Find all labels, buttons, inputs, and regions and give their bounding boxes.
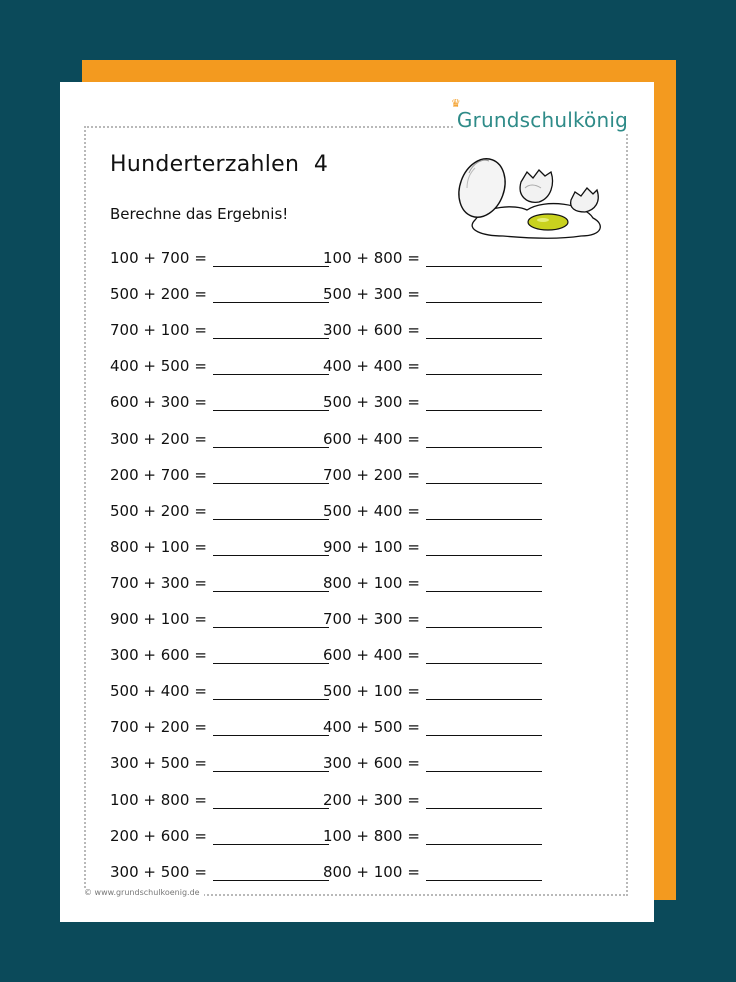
equals-sign: = bbox=[407, 321, 420, 339]
answer-blank[interactable] bbox=[213, 721, 329, 736]
exercise-right bbox=[323, 754, 542, 772]
brand-name: Grundschulkönig bbox=[456, 108, 628, 132]
exercise-left bbox=[110, 466, 329, 484]
equals-sign: = bbox=[194, 791, 207, 809]
equals-sign: = bbox=[407, 610, 420, 628]
answer-blank[interactable] bbox=[213, 252, 329, 267]
exercise-left bbox=[110, 682, 329, 700]
answer-blank[interactable] bbox=[426, 288, 542, 303]
brand-logo bbox=[450, 97, 632, 132]
exercise-right bbox=[323, 430, 542, 448]
exercise-right bbox=[323, 718, 542, 736]
answer-blank[interactable] bbox=[213, 685, 329, 700]
equals-sign: = bbox=[407, 502, 420, 520]
answer-blank[interactable] bbox=[426, 649, 542, 664]
addition-task: 300 + 200 bbox=[110, 430, 190, 448]
exercise-right bbox=[323, 610, 542, 628]
exercise-row bbox=[110, 538, 550, 558]
exercise-left bbox=[110, 827, 329, 845]
answer-blank[interactable] bbox=[213, 433, 329, 448]
addition-task: 400 + 400 bbox=[323, 357, 403, 375]
answer-blank[interactable] bbox=[213, 649, 329, 664]
equals-sign: = bbox=[407, 863, 420, 881]
exercise-left bbox=[110, 791, 329, 809]
exercise-right bbox=[323, 285, 542, 303]
equals-sign: = bbox=[194, 754, 207, 772]
answer-blank[interactable] bbox=[213, 866, 329, 881]
exercise-row bbox=[110, 718, 550, 738]
exercise-row bbox=[110, 827, 550, 847]
exercise-right bbox=[323, 321, 542, 339]
exercise-left bbox=[110, 285, 329, 303]
equals-sign: = bbox=[194, 682, 207, 700]
addition-task: 500 + 200 bbox=[110, 285, 190, 303]
exercise-row bbox=[110, 574, 550, 594]
answer-blank[interactable] bbox=[213, 469, 329, 484]
answer-blank[interactable] bbox=[213, 757, 329, 772]
exercise-right bbox=[323, 538, 542, 556]
addition-task: 100 + 800 bbox=[323, 827, 403, 845]
equals-sign: = bbox=[407, 791, 420, 809]
exercise-left bbox=[110, 249, 329, 267]
answer-blank[interactable] bbox=[426, 433, 542, 448]
exercise-left bbox=[110, 863, 329, 881]
answer-blank[interactable] bbox=[426, 541, 542, 556]
addition-task: 500 + 200 bbox=[110, 502, 190, 520]
exercise-row bbox=[110, 466, 550, 486]
equals-sign: = bbox=[407, 718, 420, 736]
equals-sign: = bbox=[407, 682, 420, 700]
exercise-right bbox=[323, 393, 542, 411]
exercise-left bbox=[110, 754, 329, 772]
addition-task: 300 + 600 bbox=[323, 754, 403, 772]
exercise-right bbox=[323, 574, 542, 592]
addition-task: 100 + 800 bbox=[110, 791, 190, 809]
exercise-left bbox=[110, 538, 329, 556]
equals-sign: = bbox=[194, 393, 207, 411]
answer-blank[interactable] bbox=[213, 794, 329, 809]
answer-blank[interactable] bbox=[213, 577, 329, 592]
answer-blank[interactable] bbox=[213, 288, 329, 303]
answer-blank[interactable] bbox=[426, 252, 542, 267]
addition-task: 300 + 500 bbox=[110, 863, 190, 881]
exercise-right bbox=[323, 827, 542, 845]
exercise-right bbox=[323, 466, 542, 484]
addition-task: 600 + 400 bbox=[323, 646, 403, 664]
cracked-egg-icon bbox=[455, 148, 615, 240]
equals-sign: = bbox=[194, 646, 207, 664]
equals-sign: = bbox=[194, 718, 207, 736]
exercise-row bbox=[110, 321, 550, 341]
exercise-left bbox=[110, 718, 329, 736]
exercise-row bbox=[110, 502, 550, 522]
equals-sign: = bbox=[194, 466, 207, 484]
equals-sign: = bbox=[407, 574, 420, 592]
addition-task: 300 + 500 bbox=[110, 754, 190, 772]
addition-task: 700 + 300 bbox=[323, 610, 403, 628]
equals-sign: = bbox=[194, 321, 207, 339]
exercise-left bbox=[110, 430, 329, 448]
equals-sign: = bbox=[407, 827, 420, 845]
equals-sign: = bbox=[194, 285, 207, 303]
answer-blank[interactable] bbox=[426, 324, 542, 339]
addition-task: 700 + 100 bbox=[110, 321, 190, 339]
instruction-text: Berechne das Ergebnis! bbox=[110, 205, 289, 223]
exercise-row bbox=[110, 249, 550, 269]
exercise-right bbox=[323, 502, 542, 520]
addition-task: 900 + 100 bbox=[110, 610, 190, 628]
answer-blank[interactable] bbox=[426, 866, 542, 881]
answer-blank[interactable] bbox=[213, 613, 329, 628]
equals-sign: = bbox=[194, 827, 207, 845]
answer-blank[interactable] bbox=[213, 324, 329, 339]
addition-task: 600 + 300 bbox=[110, 393, 190, 411]
exercise-row bbox=[110, 863, 550, 883]
equals-sign: = bbox=[194, 538, 207, 556]
addition-task: 400 + 500 bbox=[110, 357, 190, 375]
exercise-row bbox=[110, 610, 550, 630]
exercise-left bbox=[110, 610, 329, 628]
addition-task: 900 + 100 bbox=[323, 538, 403, 556]
exercise-row bbox=[110, 791, 550, 811]
exercise-right bbox=[323, 682, 542, 700]
addition-task: 300 + 600 bbox=[323, 321, 403, 339]
exercise-row bbox=[110, 754, 550, 774]
answer-blank[interactable] bbox=[213, 360, 329, 375]
addition-task: 500 + 400 bbox=[323, 502, 403, 520]
addition-task: 200 + 600 bbox=[110, 827, 190, 845]
addition-task: 100 + 700 bbox=[110, 249, 190, 267]
equals-sign: = bbox=[194, 574, 207, 592]
answer-blank[interactable] bbox=[426, 396, 542, 411]
addition-task: 800 + 100 bbox=[110, 538, 190, 556]
exercise-right bbox=[323, 791, 542, 809]
addition-task: 200 + 700 bbox=[110, 466, 190, 484]
exercise-right bbox=[323, 863, 542, 881]
equals-sign: = bbox=[194, 502, 207, 520]
addition-task: 500 + 300 bbox=[323, 393, 403, 411]
answer-blank[interactable] bbox=[213, 505, 329, 520]
exercise-row bbox=[110, 430, 550, 450]
equals-sign: = bbox=[407, 357, 420, 375]
equals-sign: = bbox=[194, 357, 207, 375]
exercise-row bbox=[110, 357, 550, 377]
exercise-left bbox=[110, 321, 329, 339]
addition-task: 800 + 100 bbox=[323, 863, 403, 881]
equals-sign: = bbox=[194, 863, 207, 881]
exercise-row bbox=[110, 646, 550, 666]
addition-task: 500 + 300 bbox=[323, 285, 403, 303]
addition-task: 700 + 200 bbox=[110, 718, 190, 736]
addition-task: 100 + 800 bbox=[323, 249, 403, 267]
equals-sign: = bbox=[194, 249, 207, 267]
addition-task: 700 + 200 bbox=[323, 466, 403, 484]
equals-sign: = bbox=[407, 466, 420, 484]
answer-blank[interactable] bbox=[426, 721, 542, 736]
addition-task: 300 + 600 bbox=[110, 646, 190, 664]
exercise-left bbox=[110, 646, 329, 664]
exercise-left bbox=[110, 393, 329, 411]
equals-sign: = bbox=[407, 393, 420, 411]
equals-sign: = bbox=[194, 610, 207, 628]
addition-task: 800 + 100 bbox=[323, 574, 403, 592]
addition-task: 500 + 100 bbox=[323, 682, 403, 700]
addition-task: 700 + 300 bbox=[110, 574, 190, 592]
exercise-row bbox=[110, 682, 550, 702]
answer-blank[interactable] bbox=[426, 685, 542, 700]
answer-blank[interactable] bbox=[213, 830, 329, 845]
equals-sign: = bbox=[407, 285, 420, 303]
answer-blank[interactable] bbox=[213, 396, 329, 411]
worksheet-title: Hunderterzahlen 4 bbox=[110, 152, 329, 177]
equals-sign: = bbox=[407, 538, 420, 556]
addition-task: 600 + 400 bbox=[323, 430, 403, 448]
exercise-row bbox=[110, 285, 550, 305]
equals-sign: = bbox=[407, 249, 420, 267]
equals-sign: = bbox=[407, 430, 420, 448]
equals-sign: = bbox=[407, 754, 420, 772]
addition-task: 200 + 300 bbox=[323, 791, 403, 809]
exercise-right bbox=[323, 646, 542, 664]
answer-blank[interactable] bbox=[426, 830, 542, 845]
worksheet-page bbox=[60, 82, 654, 922]
crown-icon: ♛ bbox=[450, 97, 461, 110]
addition-task: 500 + 400 bbox=[110, 682, 190, 700]
answer-blank[interactable] bbox=[426, 505, 542, 520]
copyright-footer: © www.grundschulkoenig.de bbox=[84, 888, 204, 897]
answer-blank[interactable] bbox=[426, 757, 542, 772]
answer-blank[interactable] bbox=[426, 360, 542, 375]
answer-blank[interactable] bbox=[426, 577, 542, 592]
equals-sign: = bbox=[194, 430, 207, 448]
exercise-left bbox=[110, 574, 329, 592]
answer-blank[interactable] bbox=[213, 541, 329, 556]
addition-task: 400 + 500 bbox=[323, 718, 403, 736]
exercise-left bbox=[110, 357, 329, 375]
answer-blank[interactable] bbox=[426, 469, 542, 484]
exercise-right bbox=[323, 249, 542, 267]
exercise-right bbox=[323, 357, 542, 375]
exercise-left bbox=[110, 502, 329, 520]
equals-sign: = bbox=[407, 646, 420, 664]
exercise-row bbox=[110, 393, 550, 413]
answer-blank[interactable] bbox=[426, 794, 542, 809]
answer-blank[interactable] bbox=[426, 613, 542, 628]
